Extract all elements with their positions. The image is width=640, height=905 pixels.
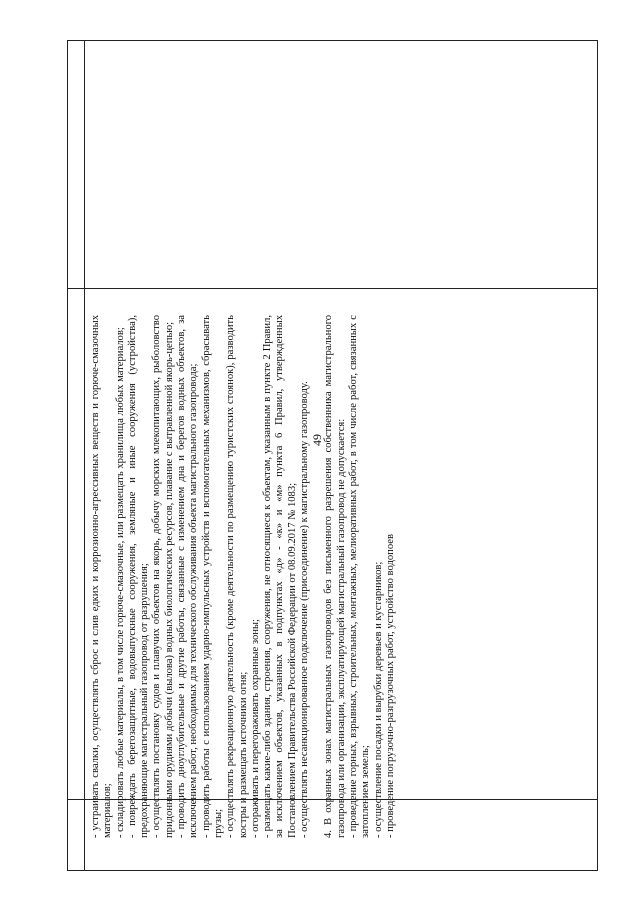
page-number: 49	[310, 434, 324, 446]
paragraph: - устраивать свалки, осуществлять сброс и слив едких и коррозионно-агрессивных веществ и горюче-смазочных материалов;	[90, 315, 114, 838]
requirements-cell	[90, 315, 603, 838]
table-row-divider	[68, 288, 597, 289]
paragraph: - осуществление посадки и вырубки деревьев и кустарников;	[372, 561, 384, 838]
paragraph: 4. В охранных зонах магистральных газопроводов без письменного разрешения собственника магистрального газопровода или организации, эксплуатирующей магистральный газопровод не допускается:	[323, 315, 347, 838]
paragraph: - складировать любые материалы, в том числе горюче-смазочные, или размещать хранилища любых материалов;	[114, 327, 126, 838]
table-column-divider	[84, 41, 85, 870]
paragraph: - проводить работы с использованием ударно-импульсных устройств и вспомогательных механизмов, сбрасывать грузы;	[200, 315, 224, 838]
paragraph: - осуществлять постановку судов и плавучих объектов на якорь, добычу морских млекопитающих, рыболовство придонными орудиями добычи (вылова) водных биологических ресурсов, плавание с вытравленной якорь-цепью;	[151, 315, 175, 838]
paragraph: - проведение горных, взрывных, строительных, монтажных, мелиоративных работ, в том числе работ, связанных с затоплением земель;	[347, 315, 372, 838]
paragraph: - осуществлять рекреационную деятельность (кроме деятельности по размещению туристских стоянок), разводить костры и размещать источники огня;	[225, 315, 249, 838]
paragraph: - проведение погрузочно-разгрузочных работ, устройство водопоев	[384, 534, 396, 838]
paragraph: - огораживать и перегораживать охранные зоны;	[249, 619, 261, 838]
paragraph: - осуществлять несанкционированное подключение (присоединение) к магистральному газопроводу.	[299, 381, 311, 838]
paragraph: - проводить дноуглубительные и другие работы, связанные с изменением дна и берегов водных объектов, за исключением работ, необходимых для технического обслуживания объекта магистрального газопровода;	[176, 315, 200, 838]
paragraph-gap	[311, 315, 323, 838]
paragraph: - повреждать берегозащитные, водовыпускные сооружения, земляные и иные сооружения (устройства), предохраняющие магистральный газопровод от разрушения;	[126, 315, 151, 838]
paragraph: - размещать какие-либо здания, строения, сооружения, не относящиеся к объектам, указанным в пункте 2 Правил, за исключением объектов, указанных в подпунктах «д» - «к» и «м» пункта 6 Правил, утвержденных Постановлением Правительства Российской Федерации от 08.09.2017 № 1083;	[262, 315, 298, 838]
